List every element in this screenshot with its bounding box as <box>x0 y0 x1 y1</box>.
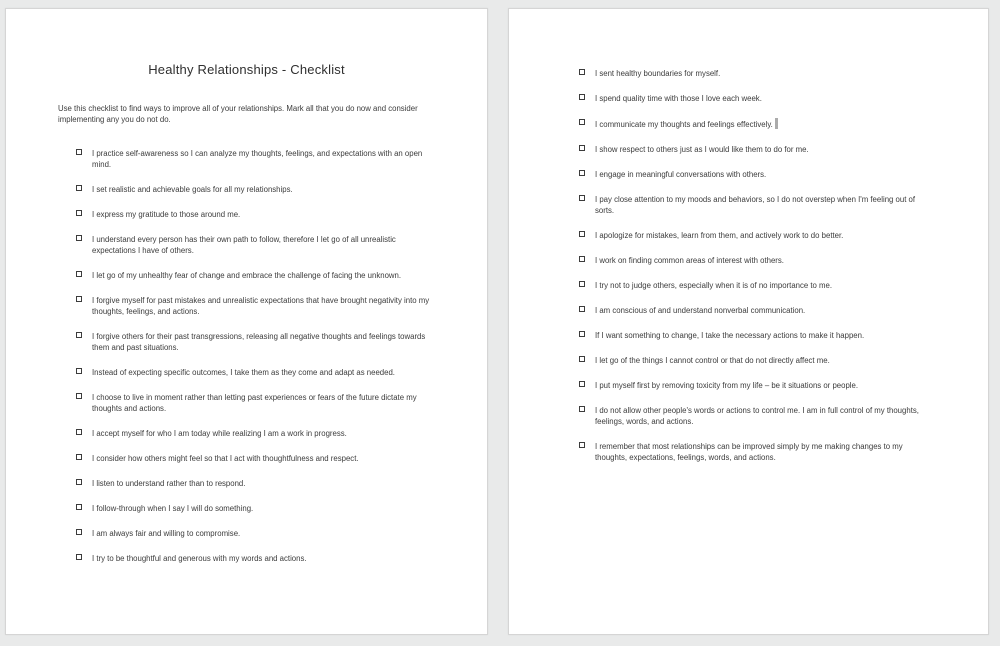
checklist-item[interactable] <box>579 405 935 427</box>
checklist-item-text: I remember that most relationships can be improved simply by me making changes to my thoughts, expectations, feelings, words, and actions. <box>595 442 903 462</box>
checklist-item-text: I apologize for mistakes, learn from them, and actively work to do better. <box>595 231 844 240</box>
checklist-item-text: I forgive myself for past mistakes and unrealistic expectations that have brought negativity into my thoughts, feelings, and actions. <box>92 296 430 316</box>
checkbox-icon[interactable] <box>76 296 82 302</box>
checkbox-icon[interactable] <box>579 256 585 262</box>
checkbox-icon[interactable] <box>76 429 82 435</box>
checkbox-icon[interactable] <box>76 149 82 155</box>
checkbox-icon[interactable] <box>76 454 82 460</box>
checklist-item-text: I pay close attention to my moods and behaviors, so I do not overstep when I'm feeling out of sorts. <box>595 195 916 215</box>
checklist-item-text: I engage in meaningful conversations with others. <box>595 170 767 179</box>
checkbox-icon[interactable] <box>579 145 585 151</box>
checklist-item[interactable] <box>76 478 432 489</box>
checklist-item[interactable] <box>76 453 432 464</box>
checkbox-icon[interactable] <box>76 479 82 485</box>
checklist-item[interactable] <box>76 295 432 317</box>
checklist-item-text: I show respect to others just as I would like them to do for me. <box>595 145 809 154</box>
checkbox-icon[interactable] <box>76 332 82 338</box>
checklist-item[interactable] <box>76 528 432 539</box>
checklist-item-text: If I want something to change, I take the necessary actions to make it happen. <box>595 331 865 340</box>
checklist-item[interactable] <box>76 148 432 170</box>
checklist-page-2 <box>579 9 988 463</box>
checklist-item[interactable] <box>579 380 935 391</box>
checklist-item[interactable] <box>579 355 935 366</box>
checklist-item[interactable] <box>76 428 432 439</box>
checkbox-icon[interactable] <box>76 529 82 535</box>
checkbox-icon[interactable] <box>579 442 585 448</box>
checklist-item[interactable] <box>579 194 935 216</box>
checklist-item[interactable] <box>579 118 935 130</box>
checklist-item-text: I set realistic and achievable goals for all my relationships. <box>92 185 293 194</box>
checklist-item[interactable] <box>579 280 935 291</box>
checklist-item[interactable] <box>579 68 935 79</box>
checkbox-icon[interactable] <box>76 393 82 399</box>
checklist-item-text: I try not to judge others, especially when it is of no importance to me. <box>595 281 833 290</box>
checkbox-icon[interactable] <box>579 331 585 337</box>
checklist-item-text: I forgive others for their past transgressions, releasing all negative thoughts and feelings towards them and past situations. <box>92 332 426 352</box>
checklist-item[interactable] <box>76 270 432 281</box>
checklist-item-text: I listen to understand rather than to respond. <box>92 479 246 488</box>
checklist-item[interactable] <box>579 169 935 180</box>
document-page-1[interactable] <box>5 8 488 635</box>
checklist-item[interactable] <box>76 209 432 220</box>
checklist-item-text: Instead of expecting specific outcomes, I take them as they come and adapt as needed. <box>92 368 395 377</box>
checklist-item-text: I put myself first by removing toxicity from my life – be it situations or people. <box>595 381 859 390</box>
checkbox-icon[interactable] <box>579 306 585 312</box>
document-page-2[interactable] <box>508 8 989 635</box>
checklist-item[interactable] <box>76 331 432 353</box>
checklist-item[interactable] <box>579 441 935 463</box>
text-cursor <box>775 118 778 129</box>
checklist-item[interactable] <box>76 234 432 256</box>
checkbox-icon[interactable] <box>579 406 585 412</box>
checkbox-icon[interactable] <box>579 356 585 362</box>
checklist-item-text: I sent healthy boundaries for myself. <box>595 69 721 78</box>
checklist-page-1 <box>76 148 487 564</box>
checkbox-icon[interactable] <box>76 235 82 241</box>
checklist-item[interactable] <box>579 330 935 341</box>
checkbox-icon[interactable] <box>579 195 585 201</box>
checklist-item-text: I am always fair and willing to compromise. <box>92 529 241 538</box>
checkbox-icon[interactable] <box>579 119 585 125</box>
checklist-item-text: I let go of the things I cannot control or that do not directly affect me. <box>595 356 830 365</box>
checklist-item-text: I am conscious of and understand nonverbal communication. <box>595 306 806 315</box>
checklist-item-text: I do not allow other people's words or actions to control me. I am in full control of my thoughts, feelings, words, and actions. <box>595 406 919 426</box>
checklist-item-text: I consider how others might feel so that I act with thoughtfulness and respect. <box>92 454 359 463</box>
checkbox-icon[interactable] <box>579 381 585 387</box>
document-intro: Use this checklist to find ways to improve all of your relationships. Mark all that you do now and consider implementing any you do not do. <box>58 104 418 124</box>
checklist-item-text: I spend quality time with those I love each week. <box>595 94 762 103</box>
checklist-item-text: I express my gratitude to those around me. <box>92 210 241 219</box>
checkbox-icon[interactable] <box>76 185 82 191</box>
checklist-item[interactable] <box>579 144 935 155</box>
checklist-item-text: I communicate my thoughts and feelings effectively. <box>595 118 778 130</box>
checklist-item-text: I understand every person has their own path to follow, therefore I let go of all unrealistic expectations I have of others. <box>92 235 396 255</box>
checklist-item[interactable] <box>76 553 432 564</box>
checkbox-icon[interactable] <box>76 504 82 510</box>
checkbox-icon[interactable] <box>76 271 82 277</box>
checklist-item-text: I try to be thoughtful and generous with my words and actions. <box>92 554 307 563</box>
checklist-item-text: I let go of my unhealthy fear of change and embrace the challenge of facing the unknown. <box>92 271 402 280</box>
checklist-item[interactable] <box>579 255 935 266</box>
checklist-item[interactable] <box>76 392 432 414</box>
checklist-item-text: I accept myself for who I am today while realizing I am a work in progress. <box>92 429 347 438</box>
checklist-item[interactable] <box>76 184 432 195</box>
document-title: Healthy Relationships - Checklist <box>148 62 345 77</box>
checkbox-icon[interactable] <box>579 231 585 237</box>
checkbox-icon[interactable] <box>76 368 82 374</box>
checklist-item[interactable] <box>76 367 432 378</box>
checklist-item[interactable] <box>579 230 935 241</box>
checklist-item[interactable] <box>579 305 935 316</box>
checklist-item-text: I practice self-awareness so I can analyze my thoughts, feelings, and expectations with an open mind. <box>92 149 423 169</box>
checklist-item[interactable] <box>579 93 935 104</box>
checkbox-icon[interactable] <box>76 554 82 560</box>
checklist-item-text: I follow-through when I say I will do something. <box>92 504 254 513</box>
checklist-item[interactable] <box>76 503 432 514</box>
checkbox-icon[interactable] <box>76 210 82 216</box>
checklist-item-text: I work on finding common areas of interest with others. <box>595 256 784 265</box>
checklist-item-text: I choose to live in moment rather than letting past experiences or fears of the future dictate my thoughts and actions. <box>92 393 417 413</box>
checkbox-icon[interactable] <box>579 69 585 75</box>
checkbox-icon[interactable] <box>579 281 585 287</box>
checkbox-icon[interactable] <box>579 170 585 176</box>
checkbox-icon[interactable] <box>579 94 585 100</box>
